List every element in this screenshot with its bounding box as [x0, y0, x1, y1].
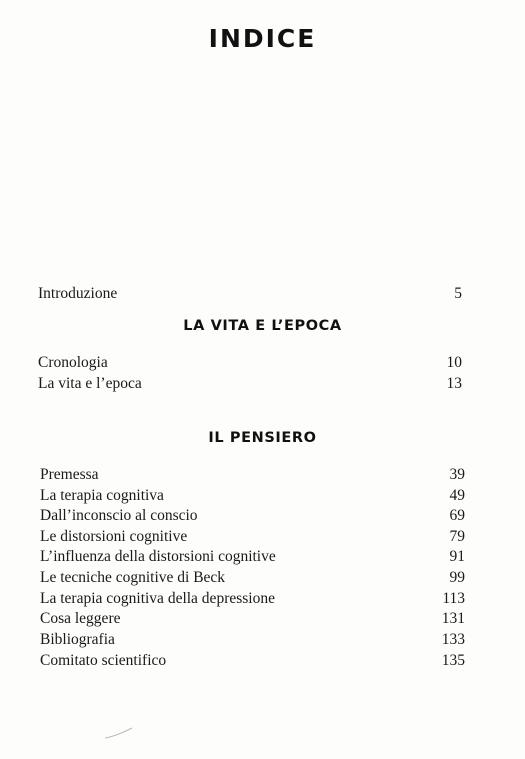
toc-entry-page: 99 — [449, 569, 465, 586]
toc-entry — [40, 588, 465, 609]
toc-entry-label: La terapia cognitiva della depressione — [40, 590, 275, 607]
toc-entry — [40, 464, 465, 485]
toc-entry-label: Comitato scientifico — [40, 652, 167, 669]
toc-entry-page: 5 — [454, 285, 462, 302]
toc-entry-label: La vita e l’epoca — [38, 375, 142, 392]
toc-entry-label: Introduzione — [38, 285, 118, 302]
toc-entry — [40, 526, 465, 547]
toc-entry-label: Bibliografia — [40, 631, 115, 648]
toc-entry-page: 49 — [449, 487, 465, 504]
toc-entry-label: Dall’inconscio al conscio — [40, 507, 198, 524]
toc-entry — [40, 650, 465, 671]
toc-entry — [38, 352, 462, 373]
toc-entry-label: L’influenza della distorsioni cognitive — [40, 548, 276, 565]
toc-entry — [40, 505, 465, 526]
toc-entry-page: 91 — [449, 548, 465, 565]
toc-entry-page: 69 — [449, 507, 465, 524]
toc-entry-page: 13 — [446, 375, 462, 392]
toc-entry-page: 113 — [442, 590, 465, 607]
toc-entry-label: Le tecniche cognitive di Beck — [40, 569, 226, 586]
toc-entry — [40, 629, 465, 650]
toc-entry-page: 79 — [449, 528, 465, 545]
toc-entry-label: Premessa — [40, 466, 99, 483]
toc-entry — [40, 546, 465, 567]
toc-entry-label: La terapia cognitiva — [40, 487, 164, 504]
toc-entry-page: 131 — [441, 610, 465, 627]
toc-entry-introduzione — [38, 283, 462, 304]
toc-entry-page: 39 — [449, 466, 465, 483]
section-heading-la-vita: LA VITA E L’EPOCA — [183, 318, 342, 334]
toc-entry — [40, 608, 465, 629]
toc-entry-page: 133 — [441, 631, 465, 648]
toc-entry-label: Le distorsioni cognitive — [40, 528, 188, 545]
section-heading-il-pensiero: IL PENSIERO — [208, 430, 317, 446]
toc-entry — [38, 373, 462, 394]
pencil-mark — [104, 726, 134, 740]
toc-entry-page: 135 — [441, 652, 465, 669]
toc-entry — [40, 567, 465, 588]
toc-entry — [40, 485, 465, 506]
toc-entry-label: Cosa leggere — [40, 610, 121, 627]
toc-entry-label: Cronologia — [38, 354, 108, 371]
page-title: INDICE — [208, 24, 317, 53]
toc-entry-page: 10 — [446, 354, 462, 371]
